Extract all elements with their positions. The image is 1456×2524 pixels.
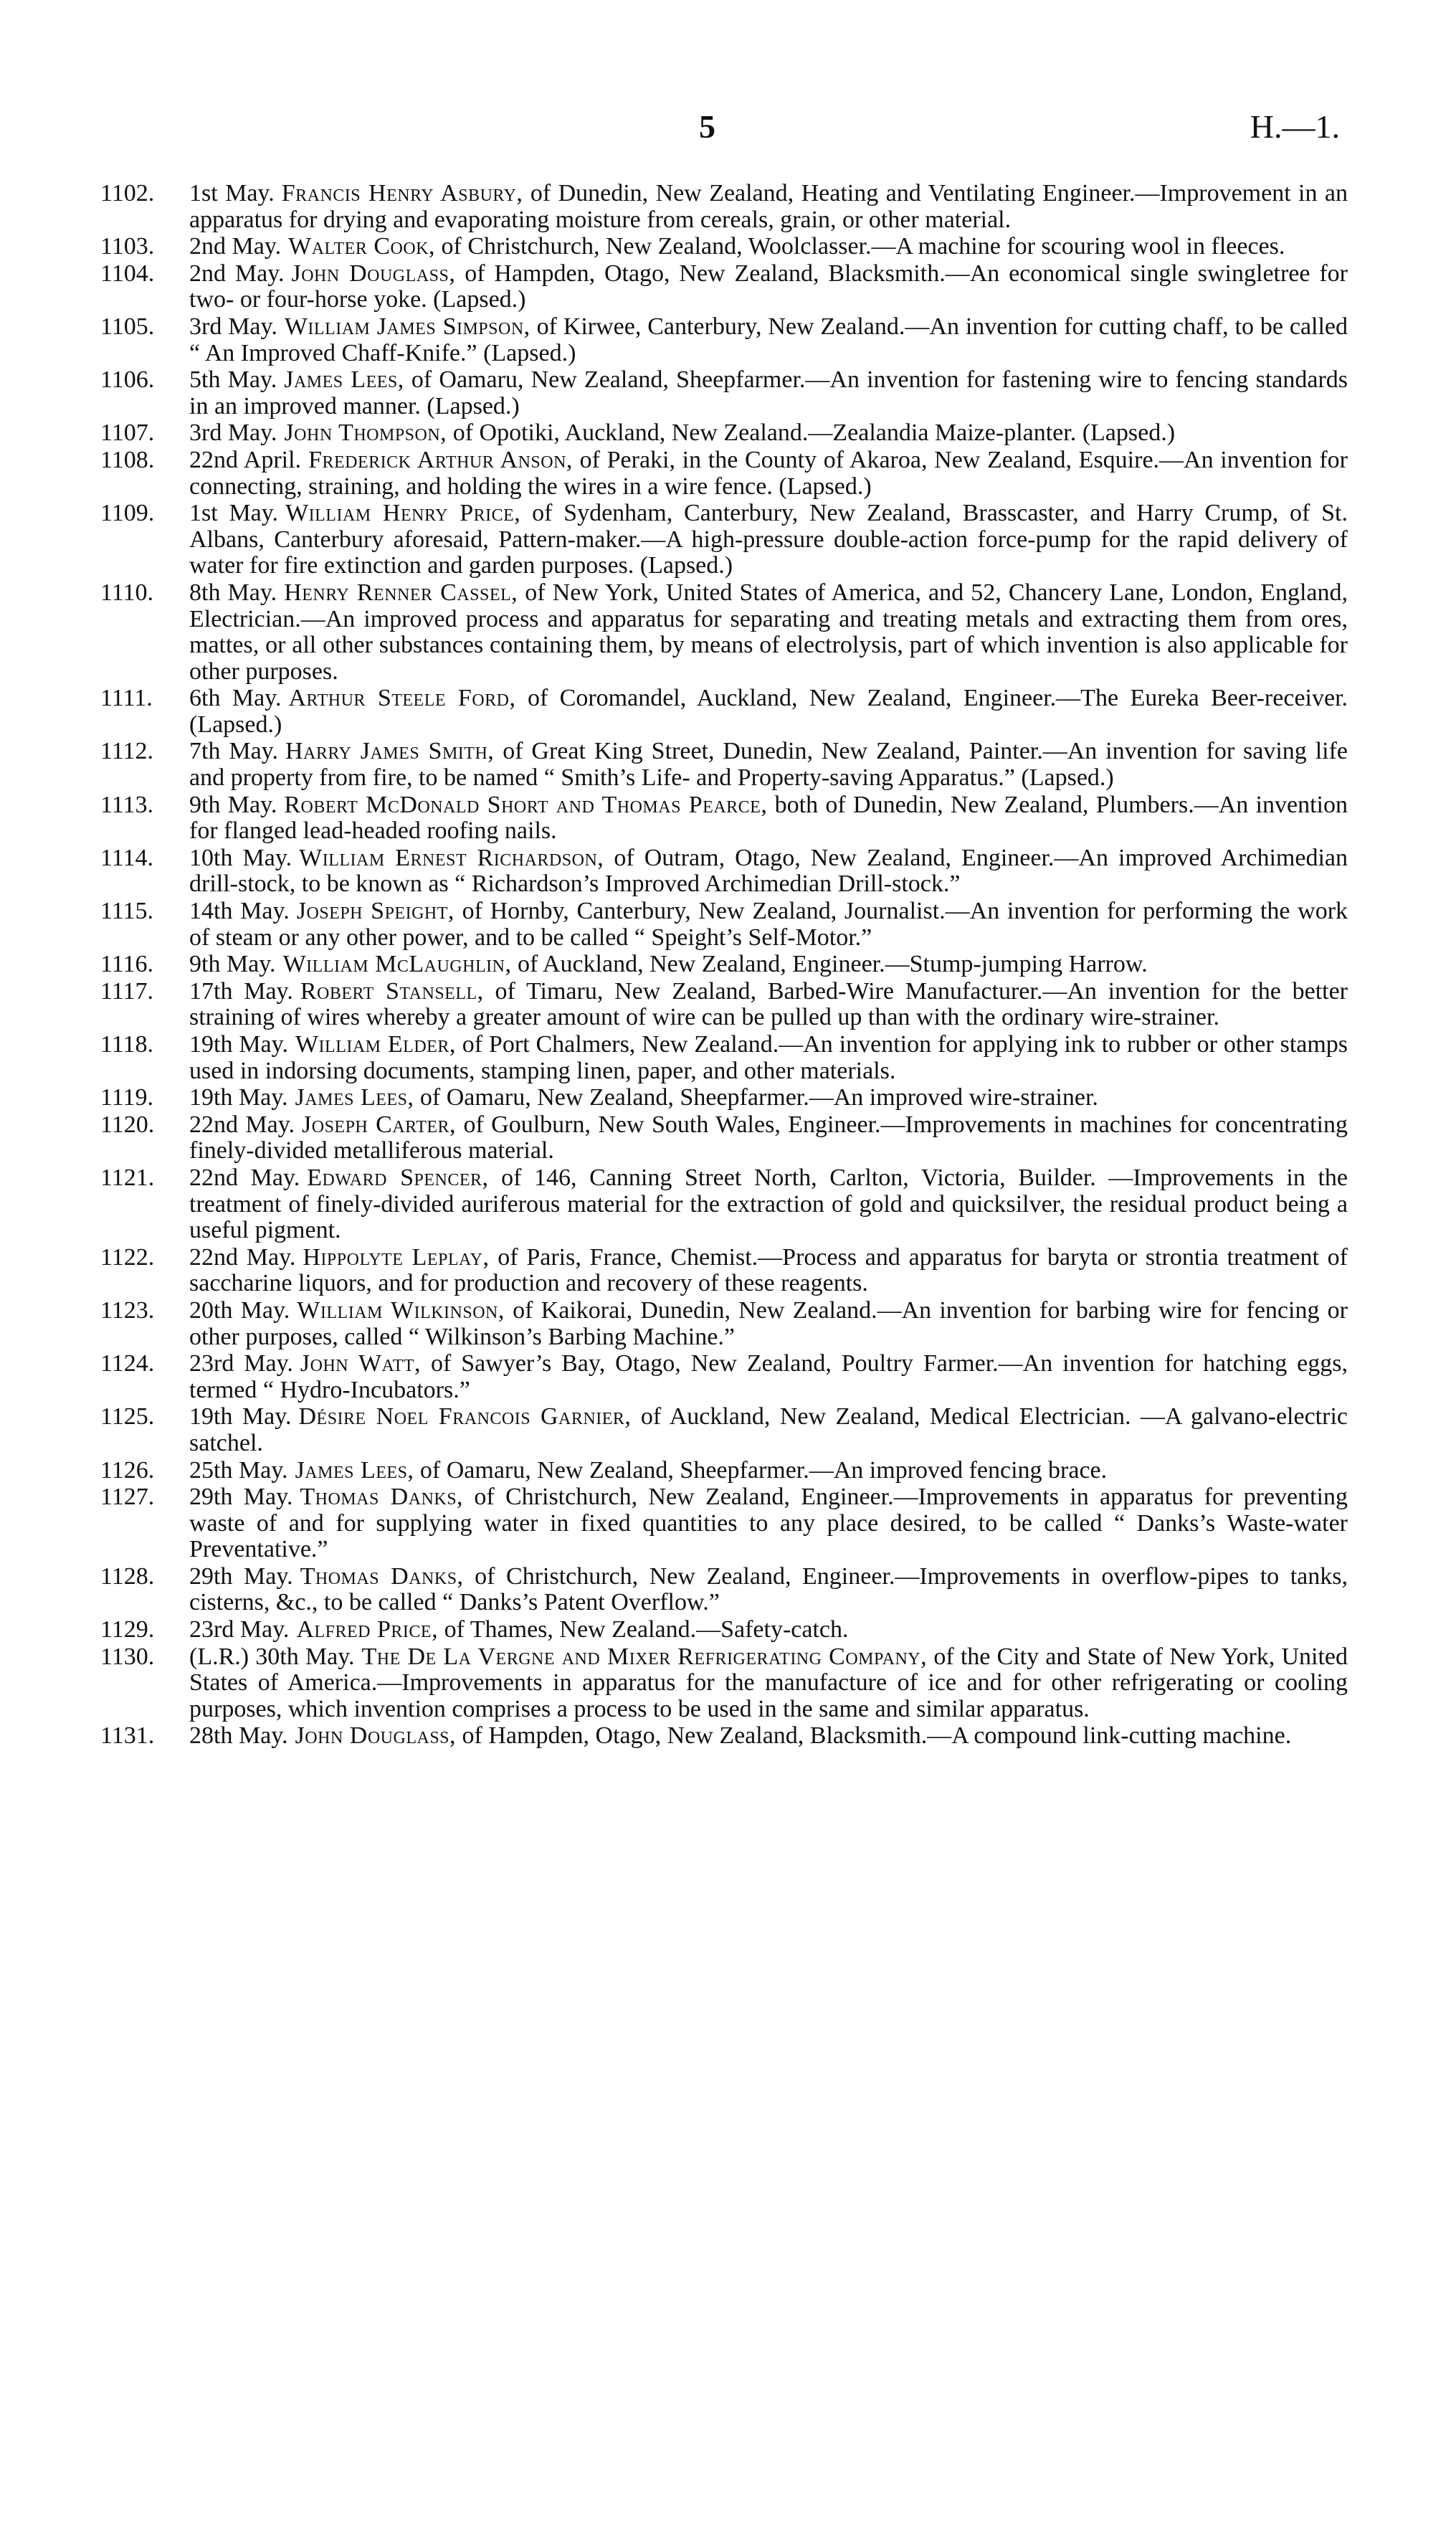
entry-description: of Hampden, Otago, New Zealand, Blacksmith.—An economical single swingletree for two- or four-horse yoke. (Lapsed.) xyxy=(189,260,1348,313)
applicant-name: Alfred Price, xyxy=(296,1616,439,1643)
applicant-name: Robert Stansell, xyxy=(300,977,484,1005)
applicant-name: John Watt, xyxy=(300,1350,422,1377)
applicant-name: William McLaughlin, xyxy=(282,951,512,978)
entry-date: 9th May. xyxy=(189,791,277,818)
patent-entry xyxy=(100,1245,1348,1297)
entry-date: 3rd May. xyxy=(189,313,277,340)
applicant-name: The De La Vergne and Mixer Refrigerating Company, xyxy=(361,1643,928,1670)
entry-number: 1109. xyxy=(100,500,155,527)
applicant-name: Arthur Steele Ford, xyxy=(288,685,516,712)
patent-entry xyxy=(100,580,1348,685)
patent-entry xyxy=(100,1112,1348,1164)
entry-date: 22nd April. xyxy=(189,446,302,473)
patent-entry xyxy=(100,1644,1348,1723)
entry-description: of Dunedin, New Zealand, Heating and Ventilating Engineer.—Improvement in an apparatus for drying and evaporating moisture from cereals, grain, or other material. xyxy=(189,180,1348,233)
entry-number: 1130. xyxy=(100,1643,155,1670)
entry-date: 5th May. xyxy=(189,366,277,394)
applicant-name: James Lees, xyxy=(295,1456,414,1484)
patent-entry xyxy=(100,1484,1348,1563)
applicant-name: Walter Cook, xyxy=(288,233,436,260)
patent-entry xyxy=(100,1032,1348,1084)
applicant-name: William Ernest Richardson, xyxy=(299,844,604,871)
entry-number: 1108. xyxy=(100,446,155,473)
patent-entry xyxy=(100,500,1348,579)
entry-date: 29th May. xyxy=(189,1484,293,1511)
entry-number: 1118. xyxy=(100,1031,153,1058)
entry-number: 1131. xyxy=(100,1722,155,1750)
applicant-name: Désire Noel Francois Garnier, xyxy=(298,1403,632,1431)
entry-number: 1112. xyxy=(100,738,153,765)
patent-entry xyxy=(100,979,1348,1031)
entry-date: 9th May. xyxy=(189,951,276,978)
entry-description: both of Dunedin, New Zealand, Plumbers.—An invention for flanged lead-headed roofing nails. xyxy=(189,791,1348,845)
entry-number: 1114. xyxy=(100,844,153,871)
patent-entry xyxy=(100,261,1348,313)
patent-entry xyxy=(100,845,1348,898)
entry-number: 1116. xyxy=(100,951,153,978)
entry-description: of Oamaru, New Zealand, Sheepfarmer.—An invention for fastening wire to fencing standards in an improved manner. (Lapsed.) xyxy=(189,366,1348,419)
entry-number: 1117. xyxy=(100,977,153,1005)
applicant-name: John Douglass, xyxy=(291,260,456,287)
entry-description: of Opotiki, Auckland, New Zealand.—Zealandia Maize-planter. (Lapsed.) xyxy=(452,419,1176,447)
entry-number: 1110. xyxy=(100,579,153,606)
entry-date: 2nd May. xyxy=(189,260,285,287)
entry-number: 1111. xyxy=(100,685,153,712)
patent-entry xyxy=(100,181,1348,233)
entry-number: 1129. xyxy=(100,1616,155,1643)
entry-description: of Sydenham, Canterbury, New Zealand, Brasscaster, and Harry Crump, of St. Albans, Canterbury aforesaid, Pattern-maker.—A high-pressure double-action force-pump for the rapid delivery of water for fire extinction and garden purposes. (Lapsed.) xyxy=(189,500,1348,579)
applicant-name: Francis Henry Asbury, xyxy=(281,180,523,207)
applicant-name: James Lees, xyxy=(295,1084,414,1111)
entry-date: 3rd May. xyxy=(189,419,277,447)
patent-entry xyxy=(100,792,1348,845)
applicant-name: Joseph Carter, xyxy=(302,1111,457,1138)
document-reference: H.—1. xyxy=(1250,108,1340,145)
applicant-name: William Wilkinson, xyxy=(297,1296,505,1324)
patent-entry xyxy=(100,367,1348,419)
entry-number: 1126. xyxy=(100,1456,155,1484)
applicant-name: Joseph Speight, xyxy=(296,898,455,925)
entry-date: 28th May. xyxy=(189,1722,288,1750)
entry-description: of the City and State of New York, United States of America.—Improvements in apparatus for the manufacture of ice and for other refrigerating or cooling purposes, which invention comprises a process to be used in the same and similar apparatus. xyxy=(189,1643,1348,1722)
applicant-name: John Thompson, xyxy=(284,419,447,447)
entry-date: 2nd May. xyxy=(189,233,282,260)
entry-number: 1124. xyxy=(100,1350,155,1377)
patent-entry xyxy=(100,447,1348,500)
entry-date: 19th May. xyxy=(189,1084,288,1111)
page-number: 5 xyxy=(699,108,715,145)
entry-date: 8th May. xyxy=(189,579,277,606)
entry-date: 25th May. xyxy=(189,1456,288,1484)
entry-number: 1107. xyxy=(100,419,155,447)
entry-number: 1119. xyxy=(100,1084,153,1111)
entry-number: 1105. xyxy=(100,313,155,340)
patent-entry xyxy=(100,1458,1348,1484)
entry-date: 20th May. xyxy=(189,1296,290,1324)
applicant-name: Edward Spencer, xyxy=(307,1164,489,1191)
applicant-name: James Lees, xyxy=(284,366,404,394)
patent-entry xyxy=(100,314,1348,366)
patent-entry xyxy=(100,685,1348,738)
applicant-name: William Elder, xyxy=(295,1031,456,1058)
entry-description: of Peraki, in the County of Akaroa, New Zealand, Esquire.—An invention for connecting, straining, and holding the wires in a wire fence. (Lapsed.) xyxy=(189,446,1348,500)
entry-description: of Kaikorai, Dunedin, New Zealand.—An invention for barbing wire for fencing or other purposes, called “ Wilkinson’s Barbing Machine.” xyxy=(189,1296,1348,1350)
entry-number: 1125. xyxy=(100,1403,155,1431)
patent-entry xyxy=(100,1723,1348,1750)
entry-description: of Christchurch, New Zealand, Engineer.—Improvements in apparatus for preventing waste of and for supplying water in fixed quantities to any place desired, to be called “ Danks’s Waste-water Preventative.” xyxy=(189,1484,1348,1563)
entry-description: of Goulburn, New South Wales, Engineer.—Improvements in machines for concentrating finely-divided metalliferous material. xyxy=(189,1111,1348,1164)
patent-entry xyxy=(100,234,1348,260)
entry-description: of 146, Canning Street North, Carlton, Victoria, Builder. —Improvements in the treatment of finely-divided auriferous material for the extraction of gold and quicksilver, the residual product being a useful pigment. xyxy=(189,1164,1348,1244)
entry-date: 23rd May. xyxy=(189,1616,290,1643)
entry-number: 1121. xyxy=(100,1164,155,1191)
entry-date: 1st May. xyxy=(189,180,275,207)
applicant-name: William Henry Price, xyxy=(285,500,521,527)
entry-date: 23rd May. xyxy=(189,1350,293,1377)
entry-number: 1115. xyxy=(100,898,153,925)
entry-date: 14th May. xyxy=(189,898,290,925)
entry-date: 10th May. xyxy=(189,844,292,871)
entry-number: 1104. xyxy=(100,260,155,287)
entry-description: of Christchurch, New Zealand, Woolclasser.—A machine for scouring wool in fleeces. xyxy=(441,233,1285,260)
applicant-name: Thomas Danks, xyxy=(300,1562,464,1590)
applicant-name: Henry Renner Cassel, xyxy=(284,579,518,606)
applicant-name: Harry James Smith, xyxy=(285,738,495,765)
entry-date: 19th May. xyxy=(189,1403,292,1431)
patent-entry xyxy=(100,1404,1348,1456)
entry-description: of Christchurch, New Zealand, Engineer.—Improvements in overflow-pipes to tanks, cisterns, &c., to be called “ Danks’s Patent Overflow.” xyxy=(189,1562,1348,1616)
patent-entry xyxy=(100,1298,1348,1350)
entry-description: of Coromandel, Auckland, New Zealand, Engineer.—The Eureka Beer-receiver. (Lapsed.) xyxy=(189,685,1348,738)
applicant-name: John Douglass, xyxy=(295,1722,457,1750)
entry-description: of Port Chalmers, New Zealand.—An invention for applying ink to rubber or other stamps used in indorsing documents, stamping linen, paper, and other materials. xyxy=(189,1031,1348,1084)
entry-date: 19th May. xyxy=(189,1031,288,1058)
entry-number: 1120. xyxy=(100,1111,155,1138)
entry-date: 1st May. xyxy=(189,500,279,527)
patent-entry xyxy=(100,1617,1348,1643)
patent-entry xyxy=(100,420,1348,447)
entry-description: of Auckland, New Zealand, Engineer.—Stump-jumping Harrow. xyxy=(517,951,1148,978)
entry-date: 22nd May. xyxy=(189,1164,300,1191)
entry-number: 1102. xyxy=(100,180,155,207)
entry-date: (L.R.) 30th May. xyxy=(189,1643,355,1670)
entry-description: of Great King Street, Dunedin, New Zealand, Painter.—An invention for saving life and property from fire, to be named “ Smith’s Life- and Property-saving Apparatus.” (Lapsed.) xyxy=(189,738,1348,792)
applicant-name: Robert McDonald Short and Thomas Pearce, xyxy=(284,791,768,818)
applicant-name: Frederick Arthur Anson, xyxy=(308,446,573,473)
entry-description: of Auckland, New Zealand, Medical Electrician. —A galvano-electric satchel. xyxy=(189,1403,1348,1456)
entry-description: of Hornby, Canterbury, New Zealand, Journalist.—An invention for performing the work of steam or any other power, and to be called “ Speight’s Self-Motor.” xyxy=(189,898,1348,951)
entry-description: of Paris, France, Chemist.—Process and apparatus for baryta or strontia treatment of saccharine liquors, and for production and recovery of these reagents. xyxy=(189,1243,1348,1297)
entry-description: of New York, United States of America, and 52, Chancery Lane, London, England, Electrician.—An improved process and apparatus for separating and treating metals and extracting them from ores, mattes, or all other substances containing them, by means of electrolysis, part of which invention is also applicable for other purposes. xyxy=(189,579,1348,685)
patent-entry xyxy=(100,739,1348,791)
patent-entry xyxy=(100,1165,1348,1244)
entry-date: 6th May. xyxy=(189,685,282,712)
entry-description: of Thames, New Zealand.—Safety-catch. xyxy=(444,1616,849,1643)
patent-entry xyxy=(100,898,1348,951)
entry-date: 22nd May. xyxy=(189,1243,296,1271)
entry-number: 1128. xyxy=(100,1562,155,1590)
entry-description: of Kirwee, Canterbury, New Zealand.—An invention for cutting chaff, to be called “ An Improved Chaff-Knife.” (Lapsed.) xyxy=(189,313,1348,366)
applicant-name: William James Simpson, xyxy=(284,313,530,340)
entry-date: 7th May. xyxy=(189,738,278,765)
entry-number: 1122. xyxy=(100,1243,155,1271)
applicant-name: Thomas Danks, xyxy=(300,1484,464,1511)
patent-entry xyxy=(100,1564,1348,1616)
entry-description: of Oamaru, New Zealand, Sheepfarmer.—An improved wire-strainer. xyxy=(419,1084,1098,1111)
patent-entries-list xyxy=(100,181,1348,1750)
entry-description: of Timaru, New Zealand, Barbed-Wire Manufacturer.—An invention for the better straining of wires whereby a greater amount of wire can be pulled up than with the ordinary wire-strainer. xyxy=(189,977,1348,1031)
patent-entry xyxy=(100,1351,1348,1403)
page-header xyxy=(0,108,1456,151)
patent-entry xyxy=(100,1085,1348,1111)
applicant-name: Hippolyte Leplay, xyxy=(303,1243,490,1271)
entry-date: 29th May. xyxy=(189,1562,293,1590)
patent-entry xyxy=(100,952,1348,978)
entry-date: 17th May. xyxy=(189,977,293,1005)
entry-number: 1123. xyxy=(100,1296,155,1324)
entry-date: 22nd May. xyxy=(189,1111,295,1138)
entry-description: of Oamaru, New Zealand, Sheepfarmer.—An improved fencing brace. xyxy=(419,1456,1108,1484)
entry-number: 1127. xyxy=(100,1484,155,1511)
entry-number: 1103. xyxy=(100,233,155,260)
entry-description: of Outram, Otago, New Zealand, Engineer.—An improved Archimedian drill-stock, to be known as “ Richardson’s Improved Archimedian Drill-stock.” xyxy=(189,844,1348,898)
entry-number: 1106. xyxy=(100,366,155,394)
entry-description: of Hampden, Otago, New Zealand, Blacksmith.—A compound link-cutting machine. xyxy=(462,1722,1292,1750)
entry-number: 1113. xyxy=(100,791,153,818)
entry-description: of Sawyer’s Bay, Otago, New Zealand, Poultry Farmer.—An invention for hatching eggs, termed “ Hydro-Incubators.” xyxy=(189,1350,1348,1403)
